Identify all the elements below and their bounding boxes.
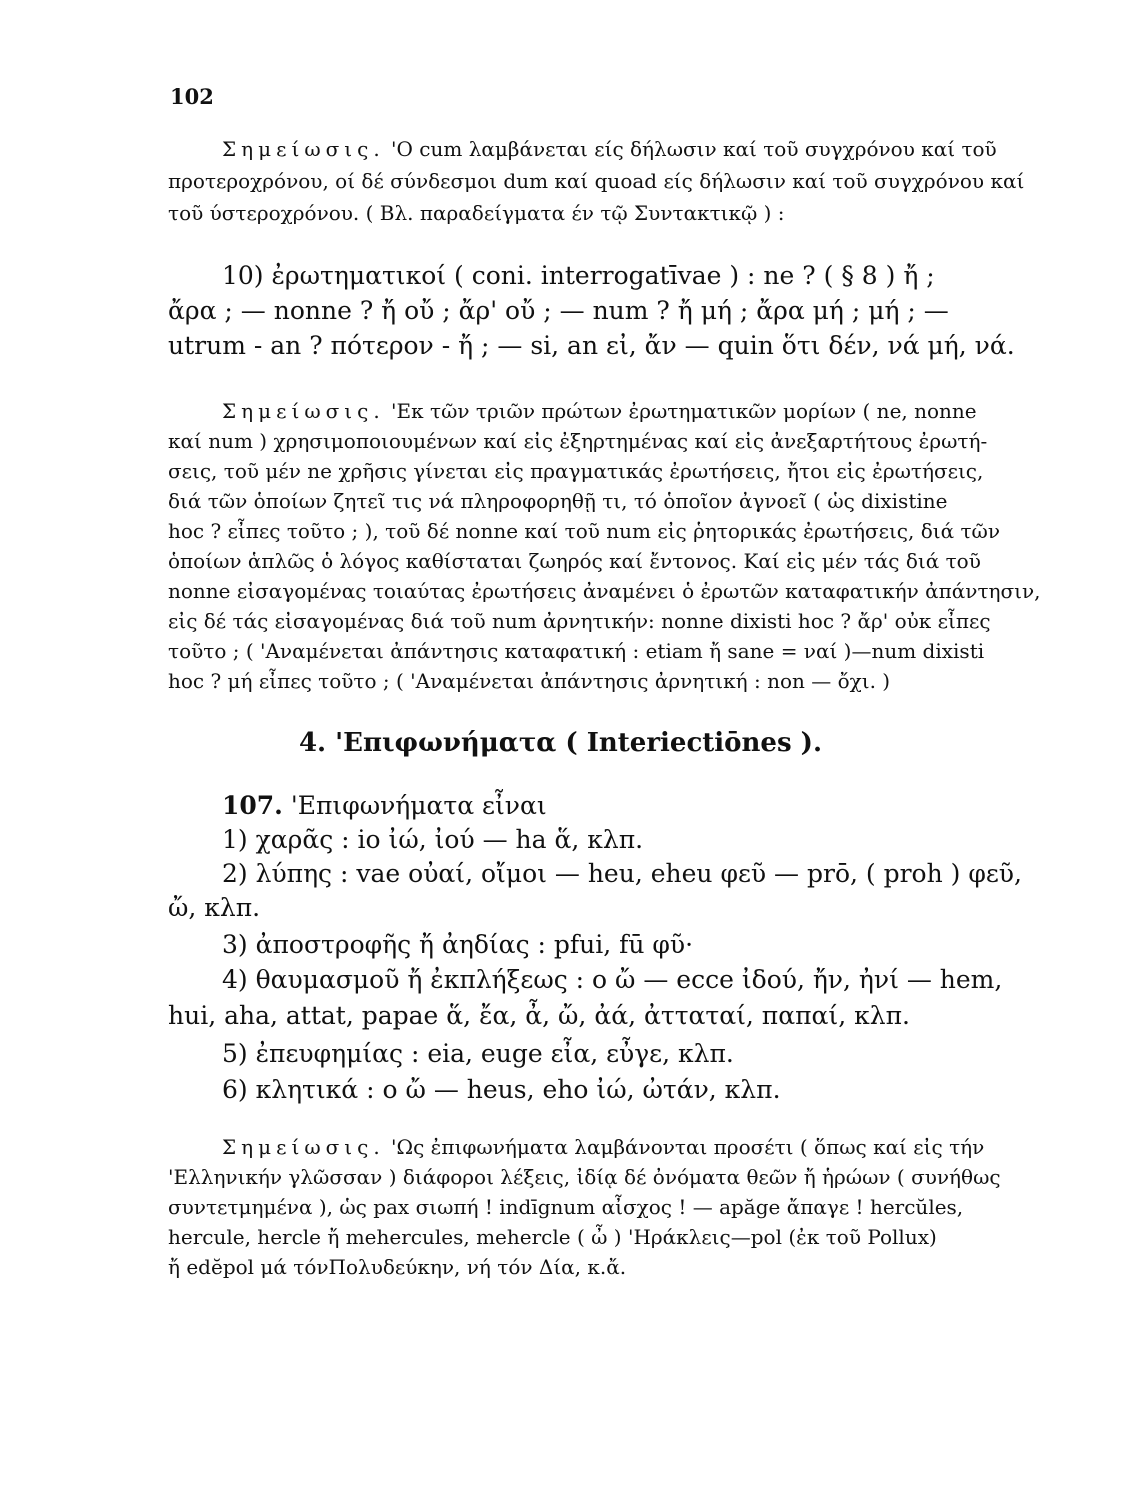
section-heading: 4. 'Επιφωνήματα ( Interiectiōnes ). bbox=[298, 728, 823, 758]
note-text: 'Ο cum λαμβάνεται είς δήλωσιν καί τοῦ συγχρόνου καί τοῦ bbox=[391, 137, 997, 161]
note-text: 'Ως ἐπιφωνήματα λαμβάνονται προσέτι ( ὅπως καί εἰς τήν bbox=[391, 1135, 985, 1159]
item-line: 10) ἐρωτηματικοί ( coni. interrogatīvae ) : ne ? ( § 8 ) ἤ ; bbox=[222, 261, 935, 290]
note-text: σεις, τοῦ μέν ne χρῆσις γίνεται εἰς πραγματικάς ἐρωτήσεις, ἤτοι εἰς ἐρωτήσεις, bbox=[168, 459, 984, 483]
note-text: 'Ελληνικήν γλῶσσαν ) διάφοροι λέξεις, ἰδίᾳ δέ ὀνόματα θεῶν ἤ ἡρώων ( συνήθως bbox=[168, 1165, 1001, 1189]
list-item: 5) ἐπευφημίας : eia, euge εἶα, εὖγε, κλπ. bbox=[222, 1039, 734, 1068]
note-text: διά τῶν ὁποίων ζητεῖ τις νά πληροφορηθῇ τι, τό ὁποῖον ἀγνοεῖ ( ὡς dixistine bbox=[168, 489, 948, 513]
item-line: utrum - an ? πότερον - ἤ ; — si, an εἰ, ἄν — quin ὅτι δέν, νά μή, νά. bbox=[168, 331, 1015, 360]
note-text: ἤ edĕpol μά τόνΠολυδεύκην, νή τόν Δία, κ.ἄ. bbox=[168, 1255, 627, 1279]
list-item: 2) λύπης : vae οὐαί, οἴμοι — heu, eheu φεῦ — prō, ( proh ) φεῦ, bbox=[222, 859, 1022, 888]
page-number: 102 bbox=[170, 84, 214, 109]
section-intro: 'Επιφωνήματα εἶναι bbox=[290, 791, 547, 820]
note-text: hercule, hercle ἤ mehercules, mehercle ( ὦ ) 'Ηράκλεις—pol (ἐκ τοῦ Pollux) bbox=[168, 1225, 937, 1249]
list-item: 4) θαυμασμοῦ ἤ ἐκπλήξεως : o ὤ — ecce ἰδού, ἤν, ἠνί — hem, bbox=[222, 965, 1003, 994]
note-text: hoc ? εἶπες τοῦτο ; ), τοῦ δέ nonne καί τοῦ num εἰς ῥητορικάς ἐρωτήσεις, διά τῶν bbox=[168, 519, 1001, 543]
note-text: προτεροχρόνου, οί δέ σύνδεσμοι dum καί quoad είς δήλωσιν καί τοῦ συγχρόνου καί bbox=[168, 169, 1025, 193]
note-text: τοῦ ύστεροχρόνου. ( Βλ. παραδείγματα έν τῷ Συντακτικῷ ) : bbox=[168, 201, 785, 225]
note-label: Σημείωσις. bbox=[222, 137, 385, 161]
note-text: καί num ) χρησιμοποιουμένων καί εἰς ἐξηρτημένας καί εἰς ἀνεξαρτήτους ἐρωτή- bbox=[168, 429, 988, 453]
section-number: 107. bbox=[222, 791, 283, 820]
list-item: 6) κλητικά : o ὤ — heus, eho ἰώ, ὠτάν, κλπ. bbox=[222, 1075, 781, 1104]
list-item: hui, aha, attat, papae ἅ, ἔα, ἆ, ὤ, ἀά, ἀτταταί, παπαί, κλπ. bbox=[168, 1001, 910, 1030]
list-item: ὤ, κλπ. bbox=[168, 893, 261, 922]
note-text: nonne εἰσαγομένας τοιαύτας ἐρωτήσεις ἀναμένει ὁ ἐρωτῶν καταφατικήν ἀπάντησιν, bbox=[168, 579, 1041, 603]
list-item: 3) ἀποστροφῆς ἤ ἀηδίας : pfui, fū φῦ· bbox=[222, 930, 694, 959]
note-text: συντετμημένα ), ὡς pax σιωπή ! indīgnum αἶσχος ! — apăge ἄπαγε ! hercŭles, bbox=[168, 1195, 964, 1219]
item-line: ἄρα ; — nonne ? ἤ οὔ ; ἄρ' οὔ ; — num ? ἤ μή ; ἄρα μή ; μή ; — bbox=[168, 296, 949, 325]
list-item: 1) χαρᾶς : io ἰώ, ἰού — ha ἅ, κλπ. bbox=[222, 825, 644, 854]
note-text: ὁποίων ἁπλῶς ὁ λόγος καθίσταται ζωηρός καί ἔντονος. Καί εἰς μέν τάς διά τοῦ bbox=[168, 549, 981, 573]
note-label: Σημείωσις. bbox=[222, 1135, 385, 1159]
note-text: 'Εκ τῶν τριῶν πρώτων ἐρωτηματικῶν μορίων ( ne, nonne bbox=[391, 399, 977, 423]
note-text: τοῦτο ; ( 'Αναμένεται ἀπάντησις καταφατική : etiam ἤ sane = ναί )—num dixisti bbox=[168, 639, 985, 663]
note-text: hoc ? μή εἶπες τοῦτο ; ( 'Αναμένεται ἀπάντησις ἀρνητική : non — ὄχι. ) bbox=[168, 669, 891, 693]
note-label: Σημείωσις. bbox=[222, 399, 385, 423]
note-text: εἰς δέ τάς εἰσαγομένας διά τοῦ num ἀρνητικήν: nonne dixisti hoc ? ἄρ' οὐκ εἶπες bbox=[168, 609, 991, 633]
